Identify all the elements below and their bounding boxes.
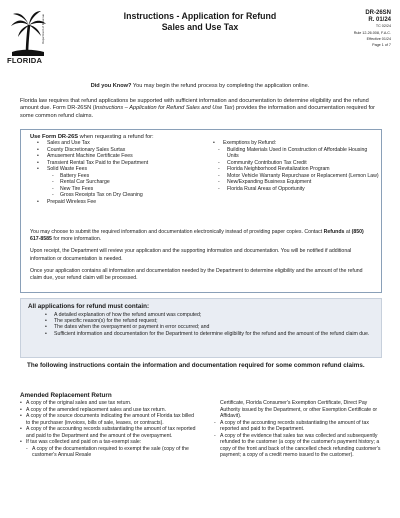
- amended-return-heading: Amended Replacement Return: [20, 392, 112, 399]
- requirements-heading: All applications for refund must contain:: [28, 303, 150, 310]
- intro-text-2: ) provides the information and documentation required for some common refund claims.: [20, 105, 375, 119]
- intro-paragraph: [20, 98, 382, 120]
- refund-type-item: - Battery Fees: [34, 173, 202, 180]
- requirement-item: • The specific reason(s) for the refund request;: [28, 318, 374, 324]
- requirement-item: • The dates when the overpayment or payment in error occurred; and: [28, 324, 374, 330]
- intro-text-1: Florida law requires that refund applications be supported with sufficient information and documentation to determine eligibility and the refund amount due. Form DR-26SN (: [20, 98, 369, 112]
- amended-requirement-item: • If tax was collected and paid on a tax-exempt sale:: [20, 439, 198, 446]
- form-rule: Rule 12-26.008, F.A.C.: [353, 30, 391, 35]
- requirement-item: • A detailed explanation of how the refund amount was computed;: [28, 312, 374, 318]
- title-line-1: Instructions - Application for Refund: [123, 11, 277, 21]
- requirements-box: [20, 298, 382, 358]
- did-you-know-text: You may begin the refund process by completing the application online.: [131, 83, 310, 89]
- refund-type-item: - Gross Receipts Tax on Dry Cleaning: [34, 192, 202, 199]
- did-you-know: [0, 83, 400, 89]
- amended-requirement-item: - A copy of the evidence that sales tax was collected and subsequently refunded to the customer (a copy of the customer's payment history; a copy of the front and back of the cancelled check refunding customer's payment; a copy of a credit memo issued to the customer).: [208, 433, 382, 459]
- amended-left-column: [20, 400, 198, 459]
- exemption-item: - Community Contribution Tax Credit: [210, 160, 380, 167]
- review-paragraph: Upon receipt, the Department will review your application and the supporting information and documentation. You will be notified if additional information or documentation is needed.: [30, 248, 352, 262]
- refund-type-item: • County Discretionary Sales Surtax: [34, 147, 202, 154]
- refund-types-right: [210, 140, 380, 192]
- amended-requirement-item: • A copy of the source documents indicating the amount of Florida tax billed to the purchaser (invoices, bills of sale, leases, or contracts).: [20, 413, 198, 426]
- refund-type-item: • Sales and Use Tax: [34, 140, 202, 147]
- refunds-phone-number: (850) 617-8585: [30, 229, 364, 243]
- page-title: [110, 11, 290, 33]
- following-instructions-note: The following instructions contain the information and documentation required for some common refund claims.: [27, 362, 365, 369]
- amended-right-column: [208, 400, 382, 459]
- form-identifier: [321, 10, 391, 49]
- refund-types-left: [34, 140, 202, 205]
- page-number: Page 1 of 7: [372, 43, 391, 48]
- form-code: DR-26SN: [365, 10, 391, 16]
- form-tc: TC 02/24: [375, 24, 391, 29]
- amended-requirement-item: • A copy of the original sales and use tax return.: [20, 400, 198, 407]
- intro-italic: Instructions – Application for Refund Sales and Use Tax: [94, 105, 233, 112]
- refund-type-item: • Amusement Machine Certificate Fees: [34, 153, 202, 160]
- exemption-item: - Florida Rural Areas of Opportunity: [210, 186, 380, 193]
- refunds-contact-label: Refunds: [323, 229, 345, 235]
- requirement-item: • Sufficient information and documentation for the Department to determine eligibility for the refund and the amount of the refund claim due.: [28, 331, 374, 337]
- refund-type-item: • Solid Waste Fees: [34, 166, 202, 173]
- para1-text-d: for more information.: [51, 236, 102, 243]
- refund-type-item: • Prepaid Wireless Fee: [34, 199, 202, 206]
- exemptions-heading: • Exemptions by Refund:: [210, 140, 380, 147]
- form-usage-box: [20, 129, 382, 293]
- amended-requirement-item: Certificate, Florida Consumer's Exemption Certificate, Direct Pay Authority issued by the Department, or other Exemption Certificate or Affidavit).: [220, 400, 378, 419]
- refund-type-item: - Rental Car Surcharge: [34, 179, 202, 186]
- refund-type-item: • Transient Rental Tax Paid to the Department: [34, 160, 202, 167]
- title-line-2: Sales and Use Tax: [161, 22, 239, 32]
- logo-text: FLORIDA: [7, 56, 43, 65]
- amended-requirement-item: • A copy of the amended replacement sales and use tax return.: [20, 407, 198, 414]
- para1-text-a: You may choose to submit the required information and documentation electronically instead of providing paper copies. Contact: [30, 229, 324, 235]
- requirements-list: [28, 312, 374, 338]
- exemption-item: - Motor Vehicle Warranty Repurchase or Replacement (Lemon Law): [210, 173, 380, 180]
- did-you-know-label: Did you Know?: [90, 83, 132, 89]
- logo-agency-text: Department of Revenue: [41, 14, 45, 44]
- form-revision: R. 01/24: [368, 16, 391, 23]
- refund-type-item: - New Tire Fees: [34, 186, 202, 193]
- processing-paragraph: Once your application contains all information and documentation needed by the Department to determine eligibility and the amount of the refund claim due, your refund claim will be processed.: [30, 267, 363, 282]
- exemption-item: - Florida Neighborhood Revitalization Program: [210, 166, 380, 173]
- form-usage-heading-bold: Use Form DR-26S: [30, 134, 79, 140]
- para1-text-c: at: [344, 229, 352, 235]
- form-effective: Effective 01/24: [366, 37, 391, 41]
- exemptions-list: [210, 147, 380, 193]
- amended-requirement-item: - A copy of the documentation required to exempt the sale (copy of the customer's Annual Resale: [20, 446, 198, 459]
- electronic-submission-paragraph: [30, 229, 372, 243]
- amended-requirement-item: - A copy of the accounting records substantiating the amount of tax reported and paid to the Department.: [208, 420, 382, 433]
- refund-types-columns: [30, 140, 379, 224]
- amended-requirement-item: • A copy of the accounting records substantiating the amount of tax reported and paid to the Department and the amount of the overpayment.: [20, 426, 198, 439]
- form-usage-heading-rest: when requesting a refund for:: [78, 134, 154, 140]
- exemption-item: - New/Expanding Business Equipment: [210, 179, 380, 186]
- exemption-item: - Building Materials Used in Construction of Affordable Housing Units: [210, 147, 380, 160]
